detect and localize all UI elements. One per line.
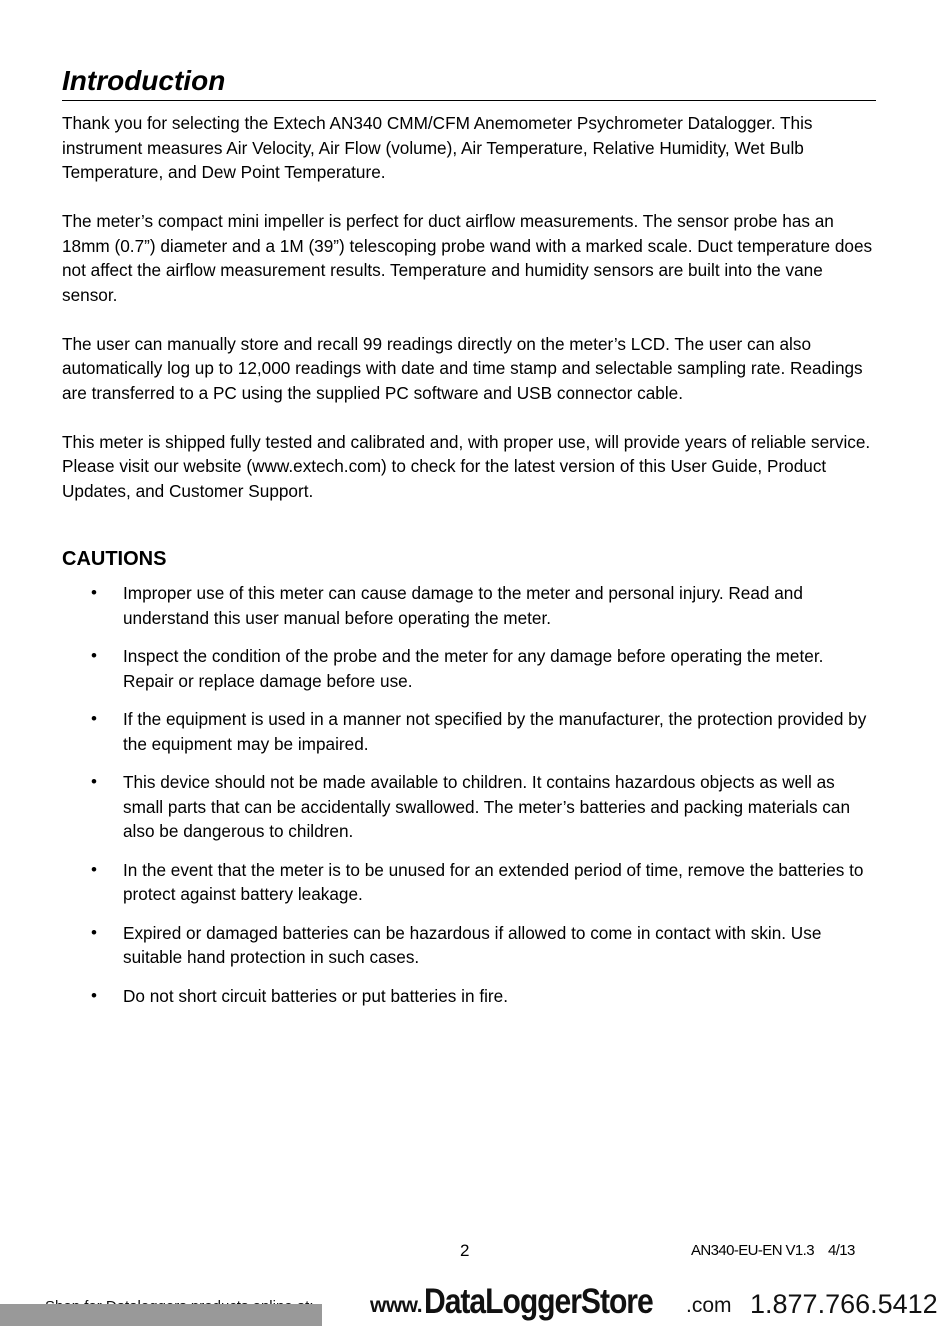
caution-text: Inspect the condition of the probe and the meter for any damage before operating the meter. Repair or replace damage before use. <box>123 646 824 691</box>
bullet-icon: • <box>91 859 97 879</box>
intro-paragraph-4: This meter is shipped fully tested and calibrated and, with proper use, will provide years of reliable service. Please visit our website (www.extech.com) to check for the latest version of this User Guide, Product Updates, and Customer Support. <box>62 431 871 501</box>
caution-text: This device should not be made available to children. It contains hazardous objects as well as small parts that can be accidentally swallowed. The meter’s batteries and packing materials can also be dangerous to children. <box>123 772 851 841</box>
bullet-icon: • <box>91 772 97 791</box>
intro-paragraph-3: The user can manually store and recall 99 readings directly on the meter’s LCD. The user can also automatically log up to 12,000 readings with date and time stamp and selectable sampling rate. Readings are transferred to a PC using the supplied PC software and USB connector cable. <box>62 333 863 403</box>
cautions-list <box>62 581 876 1008</box>
bullet-icon: • <box>91 922 97 942</box>
caution-text: If the equipment is used in a manner not specified by the manufacturer, the protection provided by the equipment may be impaired. <box>123 709 867 754</box>
caution-item <box>62 770 876 844</box>
bullet-icon: • <box>91 583 97 602</box>
caution-item <box>62 921 876 970</box>
bullet-icon: • <box>91 985 97 1005</box>
caution-item <box>62 858 876 907</box>
store-banner <box>0 1284 950 1326</box>
caution-item <box>62 581 876 630</box>
page-content <box>62 62 876 1022</box>
bullet-icon: • <box>91 646 97 665</box>
caution-text: Do not short circuit batteries or put batteries in fire. <box>123 985 508 1006</box>
doc-date: 4/13 <box>827 1242 855 1259</box>
caution-item <box>62 707 876 756</box>
banner-com[interactable]: .com <box>686 1294 732 1317</box>
caution-text: Expired or damaged batteries can be hazardous if allowed to come in contact with skin. Use suitable hand protection in such cases. <box>123 922 822 967</box>
intro-paragraph-1: Thank you for selecting the Extech AN340 CMM/CFM Anemometer Psychrometer Datalogger. This instrument measures Air Velocity, Air Flow (volume), Air Temperature, Relative Humidity, Wet Bulb Temperature, and Dew Point Temperature. <box>62 113 813 182</box>
caution-item <box>62 644 876 693</box>
heading-rule <box>62 100 876 101</box>
banner-brand-link[interactable]: DataLoggerStore <box>424 1284 653 1321</box>
bullet-icon: • <box>91 709 97 728</box>
doc-version <box>691 1242 855 1259</box>
intro-paragraph-2: The meter’s compact mini impeller is perfect for duct airflow measurements. The sensor probe has an 18mm (0.7”) diameter and a 1M (39”) telescoping probe wand with a marked scale. Duct temperature does not affect the airflow measurement results. Temperature and humidity sensors are built into the vane sensor. <box>62 211 873 305</box>
caution-text: Improper use of this meter can cause damage to the meter and personal injury. Read and understand this user manual before operating the meter. <box>123 583 803 628</box>
banner-phone: 1.877.766.5412 <box>750 1289 938 1319</box>
cautions-heading: CAUTIONS <box>62 548 167 570</box>
caution-item <box>62 984 876 1009</box>
introduction-heading: Introduction <box>62 65 226 96</box>
banner-www[interactable]: www. <box>370 1294 423 1317</box>
page-number: 2 <box>460 1241 470 1260</box>
doc-id: AN340-EU-EN V1.3 <box>691 1242 814 1259</box>
caution-text: In the event that the meter is to be unused for an extended period of time, remove the batteries to protect against battery leakage. <box>123 859 864 904</box>
gray-bar <box>0 1304 322 1326</box>
